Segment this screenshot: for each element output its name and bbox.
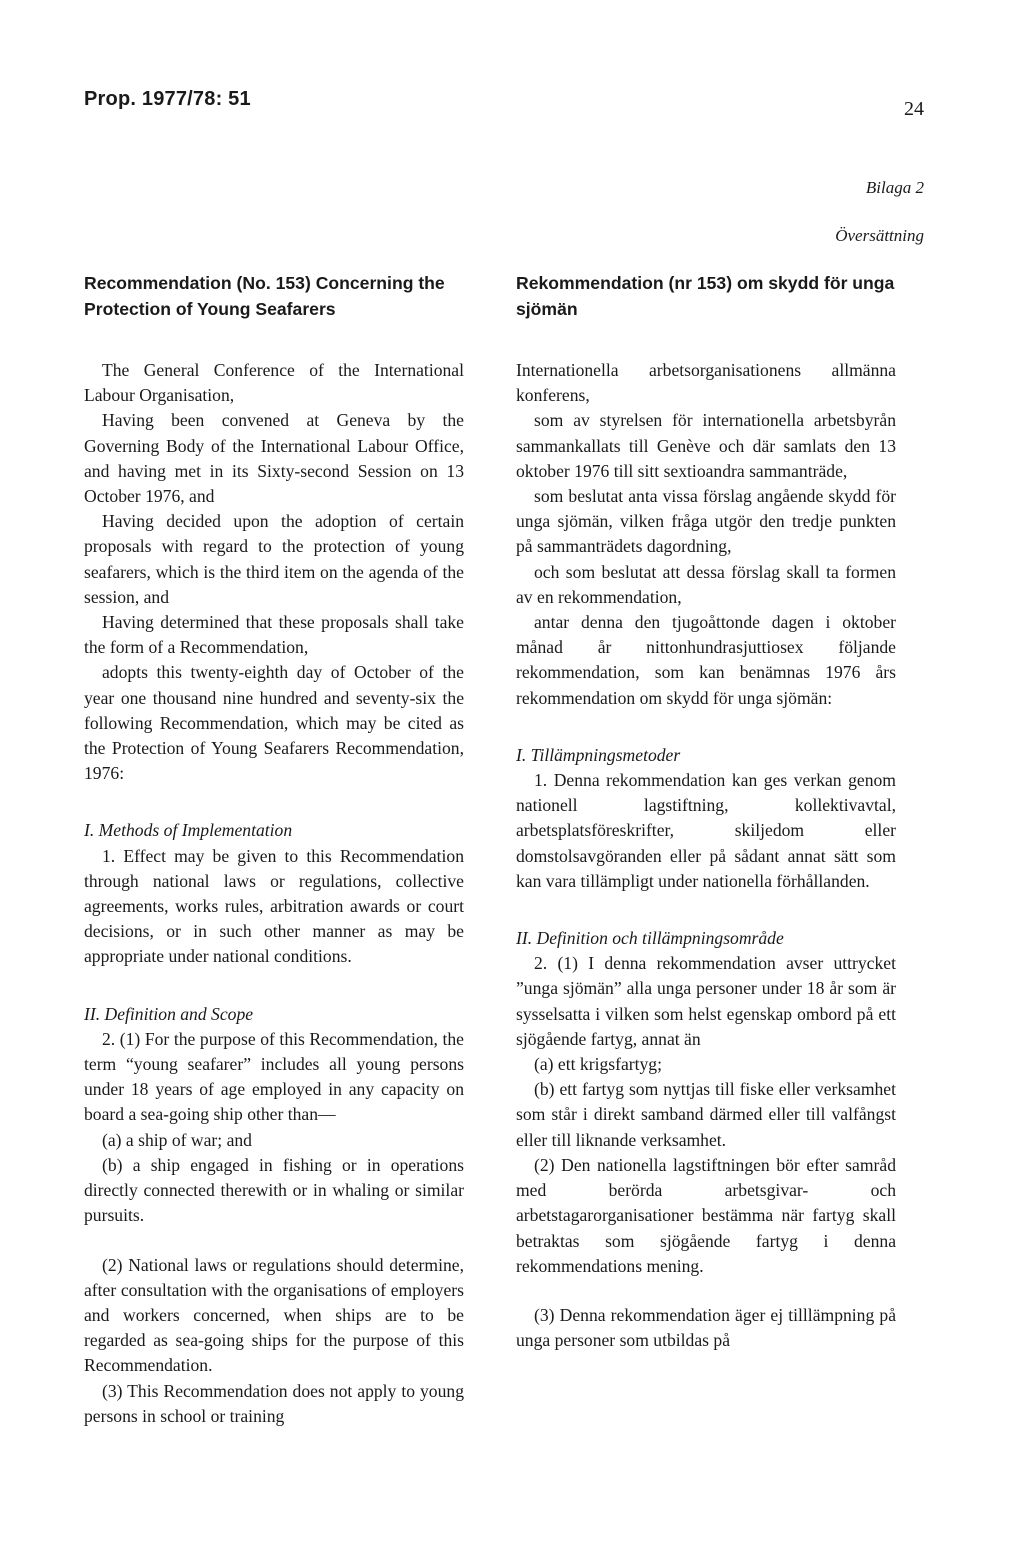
page-header-ref: Prop. 1977/78: 51: [84, 88, 251, 110]
english-section-2-item-a: (a) a ship of war; and: [102, 1129, 252, 1150]
english-para-1: Having been convened at Geneva by the Governing Body of the International Labour Office, and having met in its Sixty-second Session on 13 October 1976, and: [84, 410, 464, 507]
swedish-section-2-para-2: (2) Den nationella lagstiftningen bör efter samråd med berörda arbetsgivar- och arbetstagarorganisationer bestämma när fartyg skall betraktas som sjögående fartyg i denna rekommendations mening.: [516, 1154, 896, 1276]
swedish-para-4: antar denna den tjugoåttonde dagen i oktober månad år nittonhundrasjuttiosex följande rekommendation, som kan benämnas 1976 års rekommendation om skydd för unga sjömän:: [516, 612, 896, 708]
english-section-2-para-2: (2) National laws or regulations should determine, after consultation with the organisations of employers and workers concerned, when ships are to be regarded as sea-going ships for the purpose of this Recommendation.: [84, 1254, 464, 1376]
english-section-1-para: 1. Effect may be given to this Recommendation through national laws or regulations, collective agreements, works rules, arbitration awards or court decisions, or in such other manner as may be appropriate under national conditions.: [84, 845, 464, 967]
swedish-column: [516, 270, 896, 1353]
swedish-title: Rekommendation (nr 153) om skydd för unga sjömän: [516, 273, 895, 319]
english-section-2-para-3: (3) This Recommendation does not apply to young persons in school or training: [84, 1380, 464, 1426]
english-section-2-item-b: (b) a ship engaged in fishing or in operations directly connected therewith or in whaling or similar pursuits.: [84, 1154, 464, 1226]
swedish-section-2-para-1: 2. (1) I denna rekommendation avser uttrycket ”unga sjömän” alla unga personer under 18 år som är sysselsatta i vilken som helst egenskap ombord på ett sjögående fartyg, annat än: [516, 953, 896, 1049]
english-title: Recommendation (No. 153) Concerning the Protection of Young Seafarers: [84, 273, 445, 319]
spacer: [516, 1279, 896, 1303]
english-intro: The General Conference of the International Labour Organisation,: [84, 360, 464, 406]
swedish-para-3: och som beslutat att dessa förslag skall ta formen av en rekommendation,: [516, 561, 896, 607]
spacer: [84, 1229, 464, 1253]
english-column: [84, 270, 464, 1429]
swedish-para-1: som av styrelsen för internationella arbetsbyrån sammankallats till Genève och där samlats den 13 oktober 1976 till sitt sextioandra sammanträde,: [516, 410, 896, 481]
swedish-intro: Internationella arbetsorganisationens allmänna konferens,: [516, 360, 896, 406]
english-section-2-para-1: 2. (1) For the purpose of this Recommendation, the term “young seafarer” includes all young persons under 18 years of age employed in any capacity on board a sea-going ship other than—: [84, 1028, 464, 1125]
swedish-section-2-item-a: (a) ett krigsfartyg;: [534, 1054, 662, 1075]
swedish-section-1-heading: I. Tillämpningsmetoder: [516, 744, 681, 765]
appendix-label: Bilaga 2: [865, 178, 924, 197]
english-para-3: Having determined that these proposals shall take the form of a Recommendation,: [84, 612, 464, 658]
english-section-1-heading: I. Methods of Implementation: [84, 820, 293, 841]
swedish-section-2-para-3: (3) Denna rekommendation äger ej tilllämpning på unga personer som utbildas på: [516, 1304, 896, 1351]
swedish-para-2: som beslutat anta vissa förslag angående skydd för unga sjömän, vilken fråga utgör den tredje punkten på sammanträdets dagordning,: [516, 486, 896, 557]
swedish-section-2-item-b: (b) ett fartyg som nyttjas till fiske eller verksamhet som står i direkt samband därmed eller till valfångst eller till liknande verksamhet.: [516, 1079, 896, 1150]
swedish-section-1-para: 1. Denna rekommendation kan ges verkan genom nationell lagstiftning, kollektivavtal, arbetsplatsföreskrifter, skiljedom eller domstolsavgöranden eller på sådant annat sätt som kan vara tillämpligt under nationella förhållanden.: [516, 770, 896, 891]
swedish-section-2-heading: II. Definition och tillämpningsområde: [516, 928, 784, 949]
translation-label: Översättning: [835, 226, 924, 245]
english-section-2-heading: II. Definition and Scope: [84, 1003, 254, 1024]
english-para-2: Having decided upon the adoption of certain proposals with regard to the protection of young seafarers, which is the third item on the agenda of the session, and: [84, 511, 464, 607]
page-number: 24: [904, 98, 924, 120]
english-para-4: adopts this twenty-eighth day of October of the year one thousand nine hundred and seventy-six the following Recommendation, which may be cited as the Protection of Young Seafarers Recommendation, 1976:: [84, 662, 464, 784]
